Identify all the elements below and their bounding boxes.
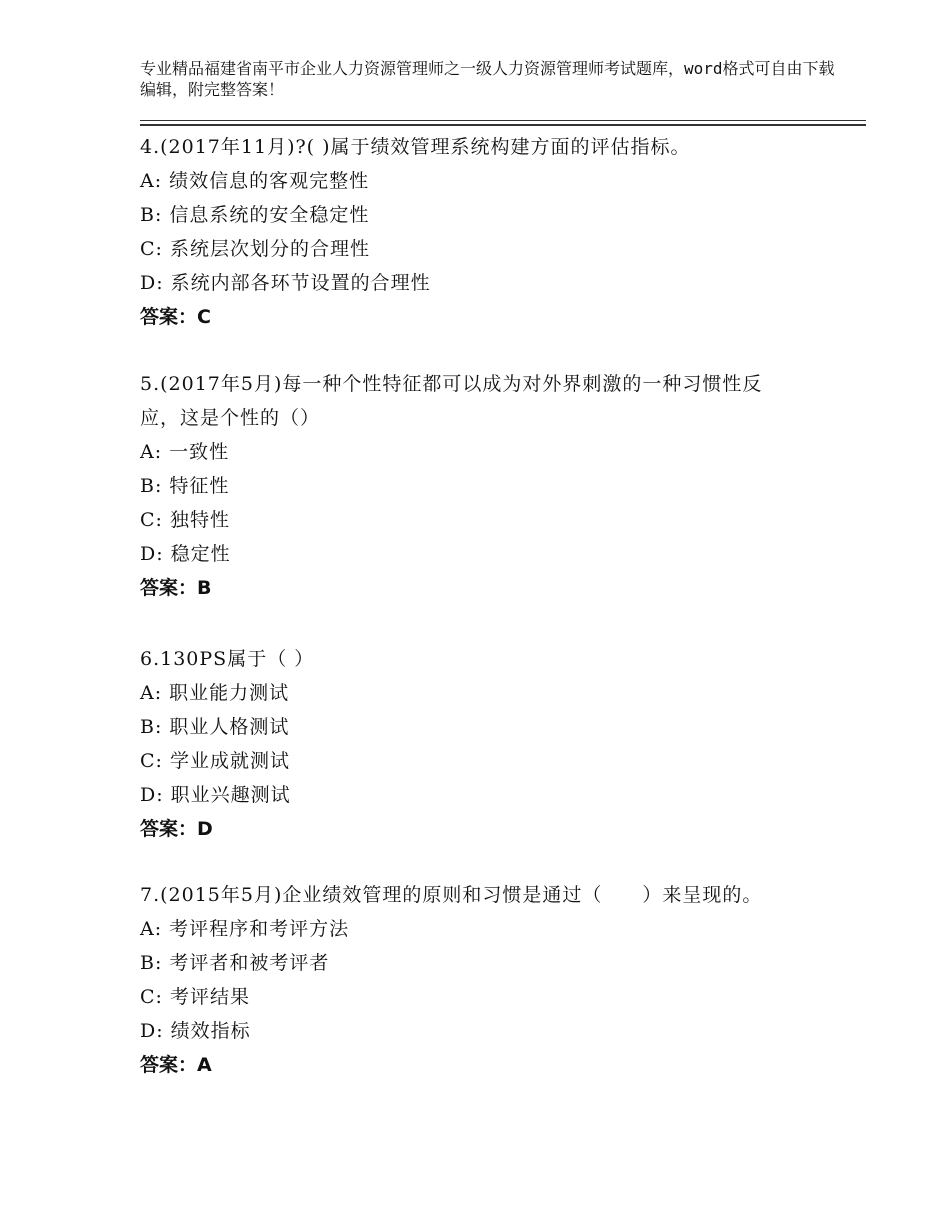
answer-label: 答案：A <box>140 1054 212 1076</box>
header-rule-thick <box>140 124 866 126</box>
option-c: C: 系统层次划分的合理性 <box>140 238 370 260</box>
header-rule-thin <box>140 120 866 121</box>
option-d: D: 稳定性 <box>140 543 231 565</box>
option-d: D: 系统内部各环节设置的合理性 <box>140 272 431 294</box>
answer-label: 答案：C <box>140 306 211 328</box>
option-c: C: 独特性 <box>140 509 230 531</box>
option-c: C: 考评结果 <box>140 986 250 1008</box>
option-d: D: 绩效指标 <box>140 1020 251 1042</box>
option-c: C: 学业成就测试 <box>140 750 290 772</box>
question-block <box>140 367 820 605</box>
option-b: B: 特征性 <box>140 475 230 497</box>
question-stem: 4.(2017年11月)?( )属于绩效管理系统构建方面的评估指标。 <box>140 136 691 158</box>
document-header: 专业精品福建省南平市企业人力资源管理师之一级人力资源管理师考试题库，word格式可自由下载编辑，附完整答案！ <box>140 59 835 99</box>
answer-label: 答案：D <box>140 818 213 840</box>
option-b: B: 职业人格测试 <box>140 716 290 738</box>
option-b: B: 考评者和被考评者 <box>140 952 330 974</box>
question-block <box>140 130 820 334</box>
question-stem: 6.130PS属于（ ） <box>140 648 315 670</box>
option-b: B: 信息系统的安全稳定性 <box>140 204 370 226</box>
answer-label: 答案：B <box>140 577 212 599</box>
option-a: A: 职业能力测试 <box>140 682 290 704</box>
question-block <box>140 878 820 1082</box>
question-stem: 7.(2015年5月)企业绩效管理的原则和习惯是通过（ ）来呈现的。 <box>140 884 763 906</box>
option-d: D: 职业兴趣测试 <box>140 784 291 806</box>
option-a: A: 考评程序和考评方法 <box>140 918 350 940</box>
option-a: A: 绩效信息的客观完整性 <box>140 170 370 192</box>
option-a: A: 一致性 <box>140 441 230 463</box>
question-block <box>140 642 820 846</box>
question-stem: 5.(2017年5月)每一种个性特征都可以成为对外界刺激的一种习惯性反应，这是个性的（） <box>140 373 763 429</box>
